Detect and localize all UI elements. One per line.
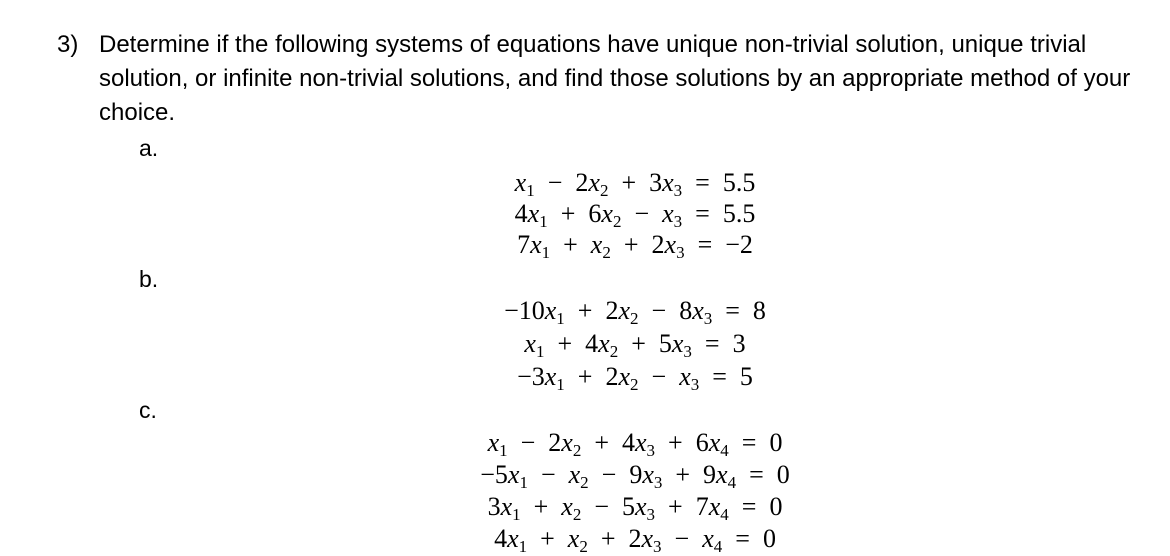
equation: $4x_1$ + $6x_2$ − $x_3$ = 5.5 bbox=[514, 199, 756, 231]
part-a-label: a. bbox=[139, 135, 159, 161]
equation: $-10x_1$ + $2x_2$ − $8x_3$ = 8 bbox=[504, 296, 766, 328]
equation: $-3x_1$ + $2x_2$ − $x_3$ = 5 bbox=[517, 362, 753, 394]
part-c-label: c. bbox=[139, 397, 157, 423]
equation: $-5x_1$ − $x_2$ − $9x_3$ + $9x_4$ = 0 bbox=[480, 460, 790, 492]
equation: $x_1$ + $4x_2$ + $5x_3$ = 3 bbox=[524, 329, 746, 361]
question-text: Determine if the following systems of equations have unique non-trivial solution, unique trivial solution, or infinite non-trivial solutions, and find those solutions by an appropriate method of your choice. bbox=[99, 31, 1131, 126]
equation: $7x_1$ + $x_2$ + $2x_3$ = −2 bbox=[517, 230, 753, 262]
equation: $3x_1$ + $x_2$ − $5x_3$ + $7x_4$ = 0 bbox=[487, 492, 783, 524]
part-b-label: b. bbox=[139, 266, 159, 292]
equation: $x_1$ − $2x_2$ + $4x_3$ + $6x_4$ = 0 bbox=[487, 428, 783, 460]
equation: $x_1$ − $2x_2$ + $3x_3$ = 5.5 bbox=[514, 168, 756, 200]
question-number: 3) bbox=[57, 31, 79, 58]
equation: $4x_1$ + $x_2$ + $2x_3$ − $x_4$ = 0 bbox=[494, 524, 776, 556]
